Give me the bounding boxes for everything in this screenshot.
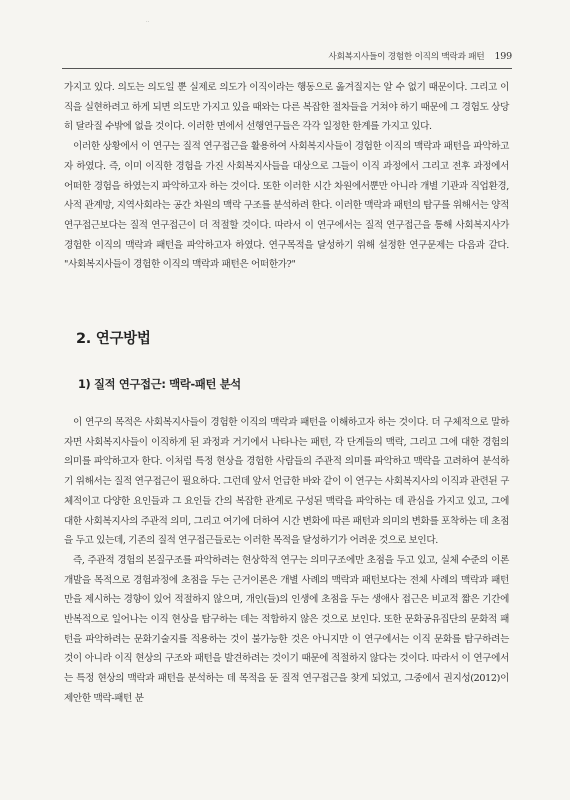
intro-block xyxy=(64,78,509,275)
header-rule xyxy=(62,68,512,69)
running-title: 사회복지사들이 경험한 이직의 맥락과 패턴 xyxy=(328,52,485,62)
methods-paragraph-2: 즉, 주관적 경험의 본질구조를 파악하려는 현상학적 연구는 의미구조에만 초점을 두고 있고, 실체 수준의 이론 개발을 목적으로 경험과정에 초점을 두는 근거이론은 개별 사례의 맥락과 패턴보다는 전체 사례의 맥락과 패턴만을 제시하는 경향이 있어 적절하지 않으며, 개인(들)의 인생에 초점을 두는 생애사 접근은 비교적 짧은 기간에 반복적으로 일어나는 이직 현상을 탐구하는 데는 적합하지 않은 것으로 보인다. 또한 문화공유집단의 문화적 패턴을 파악하려는 문화기술지를 적용하는 것이 불가능한 것은 아니지만 이 연구에서는 이직 문화를 탐구하려는 것이 아니라 이직 현상의 구조와 패턴을 발견하려는 것이기 때문에 적절하지 않다는 것이다. 따라서 이 연구에서는 특정 현상의 맥락과 패턴을 분석하는 데 목적을 둔 질적 연구접근을 찾게 되었고, 그중에서 권지성(2012)이 제안한 맥락-패턴 분 xyxy=(64,554,509,704)
section-heading: 2. 연구방법 xyxy=(76,331,151,347)
running-header xyxy=(328,50,512,62)
methods-paragraph-1: 이 연구의 목적은 사회복지사들이 경험한 이직의 맥락과 패턴을 이해하고자 하는 것이다. 더 구체적으로 말하자면 사회복지사들이 이직하게 된 과정과 거기에서 나타나는 패턴, 각 단계들의 맥락, 그리고 그에 대한 경험의 의미를 파악하고자 한다. 이처럼 특정 현상을 경험한 사람들의 주관적 의미를 파악하고 맥락을 고려하여 분석하기 위해서는 질적 연구접근이 필요하다. 그런데 앞서 언급한 바와 같이 이 연구는 사회복지사의 이직과 관련된 구체적이고 다양한 요인들과 그 요인들 간의 복잡한 관계로 구성된 맥락을 파악하는 데 관심을 가지고 있고, 그에 대한 사회복지사의 주관적 의미, 그리고 여기에 더하여 시간 변화에 따른 패턴과 의미의 변화를 포착하는 데 초점을 두고 있는데, 기존의 질적 연구접근들로는 이러한 목적을 달성하기가 어려운 것으로 보인다. xyxy=(64,417,509,547)
subsection-heading: 1) 질적 연구접근: 맥락-패턴 분석 xyxy=(78,378,241,391)
intro-paragraph-2: 이러한 상황에서 이 연구는 질적 연구접근을 활용하여 사회복지사들이 경험한 이직의 맥락과 패턴을 파악하고자 하였다. 즉, 이미 이직한 경험을 가진 사회복지사들을 대상으로 그들이 이직 과정에서 그리고 전후 과정에서 어떠한 경험을 하였는지 파악하고자 하는 것이다. 또한 이러한 시간 차원에서뿐만 아니라 개별 기관과 직업환경, 사적 관계망, 지역사회라는 공간 차원의 맥락 구조를 분석하려 한다. 이러한 맥락과 패턴의 탐구를 위해서는 양적 연구접근보다는 질적 연구접근이 더 적절할 것이다. 따라서 이 연구에서는 질적 연구접근을 통해 사회복지사가 경험한 이직의 맥락과 패턴을 파악하고자 하였다. 연구목적을 달성하기 위해 설정한 연구문제는 다음과 같다. "사회복지사들이 경험한 이직의 맥락과 패턴은 어떠한가?" xyxy=(64,141,509,271)
intro-paragraph-1: 가지고 있다. 의도는 의도일 뿐 실제로 의도가 이직이라는 행동으로 옮겨질지는 알 수 없기 때문이다. 그리고 이직을 실현하려고 하게 되면 의도만 가지고 있을 때와는 다른 복잡한 절차들을 거쳐야 하기 때문에 그 경험도 상당히 달라질 수밖에 없을 것이다. 이러한 면에서 선행연구들은 각각 일정한 한계를 가지고 있다. xyxy=(64,82,509,133)
methods-block xyxy=(64,413,509,709)
page-number: 199 xyxy=(494,51,512,62)
scan-mark: .. xyxy=(146,18,150,24)
